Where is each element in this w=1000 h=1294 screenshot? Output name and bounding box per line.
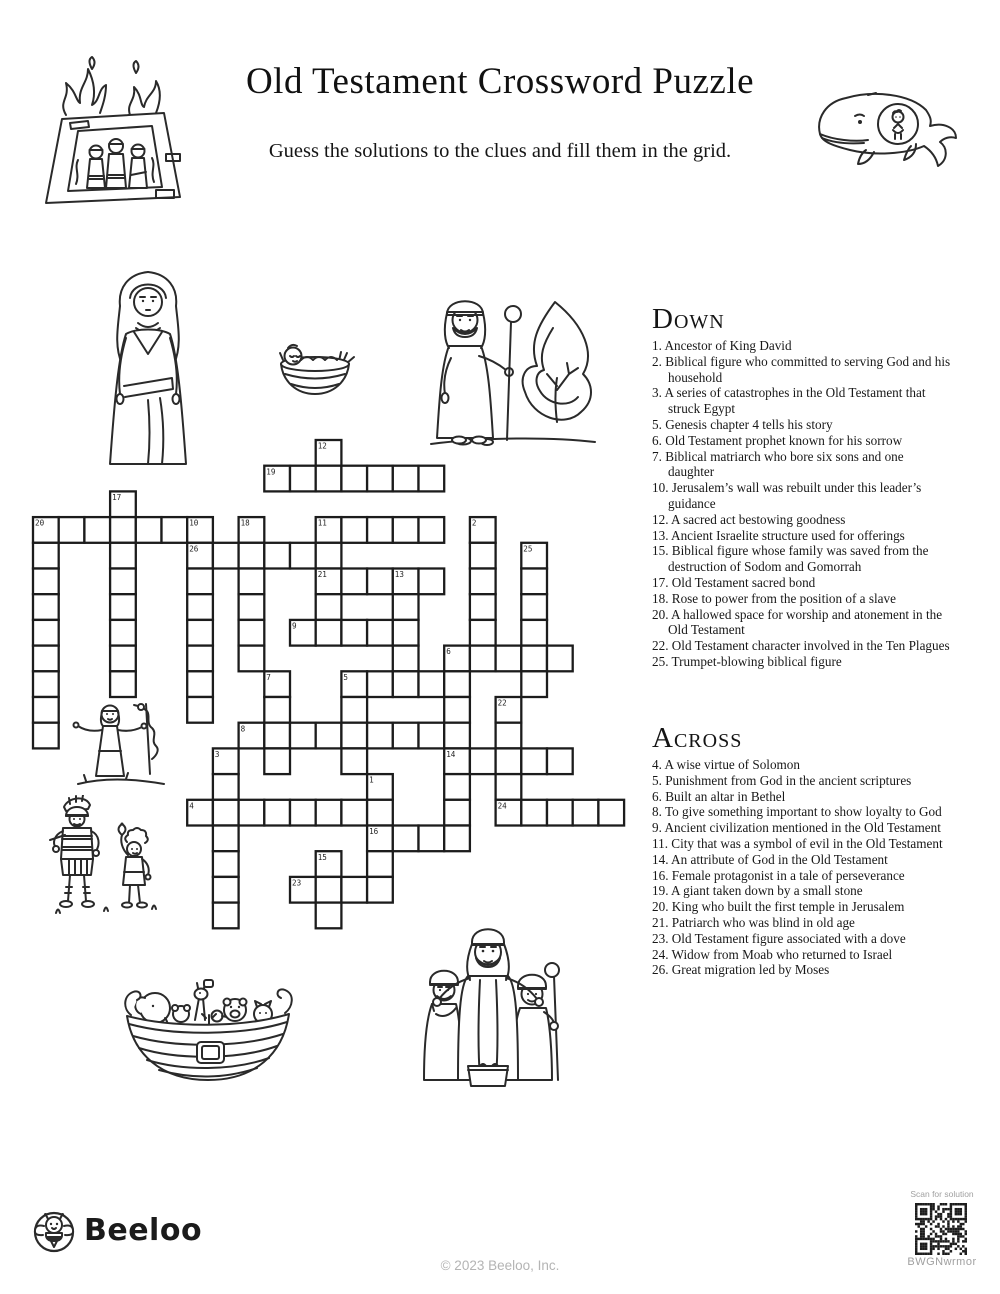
brand-name: Beeloo [84, 1213, 203, 1248]
grid-cell [316, 620, 342, 646]
grid-cell [110, 671, 136, 697]
grid-cell [213, 543, 239, 569]
grid-cell [59, 517, 85, 543]
clue-item: 17. Old Testament sacred bond [652, 574, 816, 590]
clue-item: 5. Punishment from God in the ancient scriptures [652, 772, 912, 788]
clue-item: 12. A sacred act bestowing goodness [652, 511, 846, 527]
grid-cell [33, 620, 59, 646]
grid-cell [470, 594, 496, 620]
grid-cell [187, 594, 213, 620]
qr-code [915, 1203, 967, 1255]
jonah-whale-illustration [810, 82, 962, 178]
grid-cell [341, 517, 367, 543]
grid-cell [393, 594, 419, 620]
grid-cell [110, 517, 136, 543]
grid-cell [393, 723, 419, 749]
clue-item: 1. Ancestor of King David [652, 338, 792, 353]
grid-cell [187, 671, 213, 697]
grid-cell [419, 826, 445, 852]
page-subtitle: Guess the solutions to the clues and fill them in the grid. [268, 140, 732, 162]
grid-cell [110, 543, 136, 569]
clue-item: 9. Ancient civilization mentioned in the Old Testament [652, 820, 941, 836]
grid-cell [316, 594, 342, 620]
grid-cell-number: 11 [317, 518, 327, 528]
grid-cell [393, 466, 419, 492]
grid-cell [547, 748, 573, 774]
grid-cell-number: 18 [240, 518, 250, 528]
grid-cell [367, 877, 393, 903]
grid-cell [213, 877, 239, 903]
grid-cell [521, 620, 547, 646]
grid-cell [444, 671, 470, 697]
clue-item: 19. A giant taken down by a small stone [652, 883, 863, 899]
grid-cell-number: 19 [266, 467, 276, 477]
grid-cell [367, 671, 393, 697]
grid-cell-number: 15 [317, 852, 327, 862]
grid-cell [496, 646, 522, 672]
grid-cell-number: 10 [189, 518, 199, 528]
grid-cell [444, 723, 470, 749]
noahs-ark-illustration [113, 968, 303, 1093]
clue-item: 5. Genesis chapter 4 tells his story [652, 416, 833, 432]
grid-cell-number: 1 [369, 775, 374, 785]
grid-cell [290, 723, 316, 749]
clue-item: 13. Ancient Israelite structure used for offerings [652, 527, 905, 543]
grid-cell [110, 594, 136, 620]
grid-cell-number: 23 [292, 878, 302, 888]
clue-item: 6. Old Testament prophet known for his sorrow [652, 432, 903, 448]
grid-cell [521, 748, 547, 774]
grid-cell [110, 569, 136, 595]
grid-cell [213, 800, 239, 826]
grid-cell [470, 748, 496, 774]
grid-cell [419, 569, 445, 595]
qr-scan-label: Scan for solution [910, 1189, 974, 1199]
clue-item: 25. Trumpet-blowing biblical figure [652, 653, 842, 669]
grid-cell [444, 826, 470, 852]
clue-item: 22. Old Testament character involved in the Ten Plagues [652, 638, 950, 654]
grid-cell-number: 26 [189, 544, 199, 554]
grid-cell [239, 620, 265, 646]
grid-cell [213, 851, 239, 877]
grid-cell [419, 517, 445, 543]
grid-cell [521, 569, 547, 595]
grid-cell [33, 594, 59, 620]
grid-cell [367, 800, 393, 826]
grid-cell [573, 800, 599, 826]
grid-cell [341, 697, 367, 723]
grid-cell [470, 620, 496, 646]
grid-cell [521, 646, 547, 672]
grid-cell [316, 723, 342, 749]
clue-item: 24. Widow from Moab who returned to Israel [652, 946, 893, 962]
clue-item: 2. Biblical figure who committed to serving God and his household [652, 353, 951, 385]
grid-cell [521, 671, 547, 697]
across-clue-list [652, 757, 952, 978]
grid-cell-number: 4 [189, 801, 194, 811]
clue-item: 23. Old Testament figure associated with a dove [652, 930, 906, 946]
grid-cell-number: 5 [343, 672, 348, 682]
grid-cell [187, 620, 213, 646]
grid-cell [264, 543, 290, 569]
grid-cell [470, 569, 496, 595]
grid-cell [496, 723, 522, 749]
grid-cell [33, 671, 59, 697]
grid-cell [341, 620, 367, 646]
clue-item: 7. Biblical matriarch who bore six sons and one daughter [652, 448, 904, 480]
down-clue-list [652, 338, 952, 670]
grid-cell [444, 774, 470, 800]
grid-cell [444, 800, 470, 826]
grid-cell-number: 3 [214, 750, 220, 759]
grid-cell [341, 569, 367, 595]
grid-cell [419, 466, 445, 492]
grid-cell [33, 723, 59, 749]
grid-cell [33, 543, 59, 569]
grid-cell [393, 620, 419, 646]
clue-item: 6. Built an altar in Bethel [652, 788, 786, 804]
clue-item: 21. Patriarch who was blind in old age [652, 914, 855, 930]
grid-cell [264, 697, 290, 723]
grid-cell [470, 646, 496, 672]
grid-cell [419, 671, 445, 697]
grid-cell [264, 800, 290, 826]
clue-item: 26. Great migration led by Moses [652, 962, 830, 978]
grid-cell [393, 646, 419, 672]
grid-cell [264, 748, 290, 774]
clue-item: 20. A hallowed space for worship and atonement in the Old Testament [652, 606, 943, 638]
clue-item: 4. A wise virtue of Solomon [652, 757, 800, 772]
baby-moses-basket-illustration [273, 338, 358, 400]
crossword-grid [31, 438, 626, 931]
grid-cell [239, 569, 265, 595]
qr-code-id: BWGNwrmor [907, 1256, 977, 1268]
grid-cell [367, 466, 393, 492]
grid-cell [367, 517, 393, 543]
beeloo-logo-icon [32, 1210, 76, 1254]
grid-cell [213, 826, 239, 852]
grid-cell [33, 569, 59, 595]
grid-cell [33, 646, 59, 672]
grid-cell [316, 877, 342, 903]
clue-item: 3. A series of catastrophes in the Old Testament that struck Egypt [652, 385, 926, 417]
grid-cell [136, 517, 162, 543]
grid-cell [367, 723, 393, 749]
grid-cell-number: 25 [523, 544, 533, 554]
grid-cell [239, 800, 265, 826]
grid-cell [239, 594, 265, 620]
grid-cell [187, 646, 213, 672]
grid-cell [187, 569, 213, 595]
grid-cell [341, 466, 367, 492]
grid-cell [162, 517, 188, 543]
page-title: Old Testament Crossword Puzzle [245, 61, 755, 102]
grid-cell [496, 748, 522, 774]
clue-item: 15. Biblical figure whose family was saved from the destruction of Sodom and Gomorrah [652, 543, 929, 575]
grid-cell [110, 620, 136, 646]
grid-cell [213, 774, 239, 800]
grid-cell-number: 2 [471, 518, 477, 528]
grid-cell [341, 723, 367, 749]
grid-cell [547, 800, 573, 826]
clue-item: 18. Rose to power from the position of a slave [652, 590, 896, 606]
grid-cell [598, 800, 624, 826]
moses-burning-bush-illustration [403, 286, 598, 454]
grid-cell [419, 723, 445, 749]
three-men-illustration [408, 920, 568, 1092]
grid-cell [521, 800, 547, 826]
grid-cell [367, 569, 393, 595]
grid-cell [316, 466, 342, 492]
copyright-text: © 2023 Beeloo, Inc. [440, 1258, 560, 1273]
grid-cell [367, 851, 393, 877]
grid-cell-number: 17 [112, 493, 122, 502]
down-heading: Down [652, 303, 725, 335]
across-heading: Across [652, 722, 743, 754]
grid-cell-number: 8 [240, 724, 246, 734]
grid-cell [316, 800, 342, 826]
grid-cell [33, 697, 59, 723]
grid-cell-number: 16 [369, 827, 379, 837]
grid-cell-number: 21 [317, 570, 327, 580]
grid-cell [341, 800, 367, 826]
grid-cell-number: 7 [266, 672, 271, 682]
grid-cell [110, 646, 136, 672]
grid-cell [290, 543, 316, 569]
grid-cell-number: 22 [497, 698, 507, 708]
grid-cell [239, 543, 265, 569]
clue-item: 10. Jerusalem’s wall was rebuilt under this leader’s guidance [652, 480, 922, 511]
clue-item: 20. King who built the first temple in Jerusalem [652, 899, 905, 915]
grid-cell [316, 903, 342, 929]
grid-cell-number: 24 [497, 801, 507, 811]
grid-cell [444, 697, 470, 723]
grid-cell [341, 877, 367, 903]
grid-cell-number: 6 [446, 647, 451, 657]
grid-cell [84, 517, 110, 543]
clue-item: 14. An attribute of God in the Old Testament [652, 851, 888, 867]
grid-cell [290, 800, 316, 826]
grid-cell [239, 646, 265, 672]
grid-cell [316, 543, 342, 569]
grid-cell-number: 9 [292, 621, 297, 631]
grid-cell [367, 620, 393, 646]
grid-cell [290, 466, 316, 492]
grid-cell [393, 671, 419, 697]
grid-cell-number: 12 [317, 441, 327, 451]
grid-cell [393, 826, 419, 852]
grid-cell [521, 594, 547, 620]
clue-item: 16. Female protagonist in a tale of perseverance [652, 867, 905, 883]
fiery-furnace-illustration [38, 56, 188, 206]
grid-cell-number: 14 [446, 750, 456, 759]
grid-cell-number: 20 [35, 518, 45, 528]
grid-cell-number: 13 [394, 570, 404, 580]
clue-item: 8. To give something important to show loyalty to God [652, 804, 942, 820]
grid-cell [341, 748, 367, 774]
clue-item: 11. City that was a symbol of evil in the Old Testament [652, 835, 943, 851]
grid-cell [213, 903, 239, 929]
grid-cell [264, 723, 290, 749]
grid-cell [393, 517, 419, 543]
grid-cell [187, 697, 213, 723]
grid-cell [547, 646, 573, 672]
grid-cell [470, 543, 496, 569]
grid-cell [496, 774, 522, 800]
